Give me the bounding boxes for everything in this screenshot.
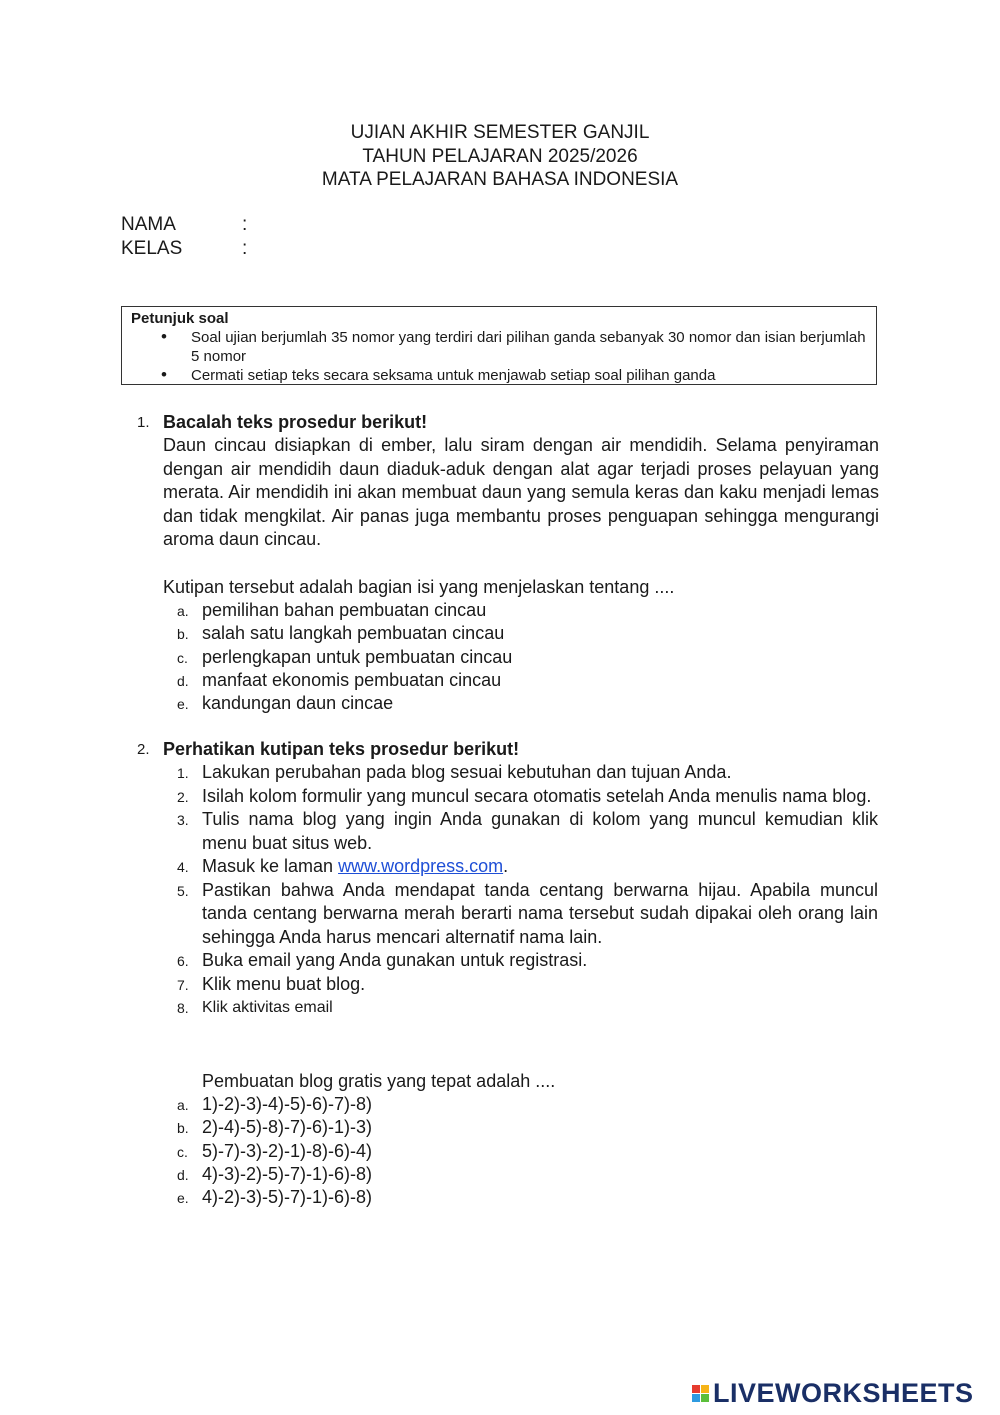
class-label: KELAS <box>121 237 183 259</box>
exam-header <box>0 121 1000 192</box>
logo-mark-icon <box>692 1385 709 1402</box>
step-number: 6. <box>177 953 189 969</box>
exam-title: UJIAN AKHIR SEMESTER GANJIL <box>350 122 650 143</box>
option-text: 5)-7)-3)-2)-1)-8)-6)-4) <box>202 1140 372 1161</box>
step-text <box>202 855 878 879</box>
liveworksheets-logo <box>692 1378 974 1409</box>
step-text-before: Masuk ke laman <box>202 856 339 876</box>
step-number: 2. <box>177 788 189 805</box>
option-d[interactable] <box>0 1163 1000 1186</box>
option-b[interactable] <box>0 622 1000 645</box>
option-letter: c. <box>177 649 188 666</box>
step-text: Tulis nama blog yang ingin Anda gunakan di kolom yang muncul kemudian klik menu buat situs web. <box>202 809 878 853</box>
question-number: 1. <box>137 414 150 431</box>
option-c[interactable] <box>0 646 1000 669</box>
logo-square <box>692 1394 700 1402</box>
question-title: Perhatikan kutipan teks prosedur berikut! <box>163 739 520 759</box>
step-item <box>0 879 1000 950</box>
option-letter: c. <box>177 1143 188 1160</box>
question-title: Bacalah teks prosedur berikut! <box>163 412 428 432</box>
procedure-steps <box>0 761 1000 1020</box>
option-text: 1)-2)-3)-4)-5)-6)-7)-8) <box>202 1094 372 1114</box>
step-text: Lakukan perubahan pada blog sesuai kebutuhan dan tujuan Anda. <box>202 762 732 782</box>
name-separator: : <box>242 214 248 235</box>
school-year: TAHUN PELAJARAN 2025/2026 <box>362 145 638 167</box>
class-separator: : <box>242 237 248 259</box>
logo-square <box>701 1385 709 1393</box>
option-letter: e. <box>177 1190 189 1207</box>
wordpress-link[interactable]: www.wordpress.com <box>338 856 504 876</box>
option-text: salah satu langkah pembuatan cincau <box>202 623 505 644</box>
step-item <box>0 855 1000 879</box>
step-text: Buka email yang Anda gunakan untuk registrasi. <box>202 950 588 970</box>
step-text: Isilah kolom formulir yang muncul secara otomatis setelah Anda menulis nama blog. <box>202 785 872 806</box>
option-letter: d. <box>177 672 189 689</box>
instruction-item: • Cermati setiap teks secara seksama untuk menjawab setiap soal pilihan ganda <box>131 366 866 385</box>
option-e[interactable] <box>0 692 1000 715</box>
option-b[interactable] <box>0 1116 1000 1139</box>
question-prompt: Pembuatan blog gratis yang tepat adalah .... <box>202 1071 556 1091</box>
option-letter: a. <box>177 603 189 619</box>
step-number: 3. <box>177 812 189 828</box>
option-text: kandungan daun cincae <box>202 693 394 714</box>
option-letter: b. <box>177 626 189 643</box>
step-number: 8. <box>177 1000 189 1016</box>
option-text: 4)-2)-3)-5)-7)-1)-6)-8) <box>202 1187 372 1208</box>
logo-text: LIVEWORKSHEETS <box>713 1378 974 1408</box>
option-c[interactable] <box>0 1140 1000 1163</box>
step-item <box>0 808 1000 855</box>
option-letter: d. <box>177 1166 189 1183</box>
option-e[interactable] <box>0 1186 1000 1209</box>
instruction-item: • Soal ujian berjumlah 35 nomor yang terdiri dari pilihan ganda sebanyak 30 nomor dan isian berjumlah 5 nomor <box>131 328 866 366</box>
step-number: 4. <box>177 859 189 875</box>
option-text: manfaat ekonomis pembuatan cincau <box>202 669 502 690</box>
option-letter: e. <box>177 696 189 713</box>
step-text: Klik aktivitas email <box>202 999 333 1016</box>
logo-square <box>701 1394 709 1402</box>
step-number: 7. <box>177 976 189 993</box>
step-number: 5. <box>177 882 189 899</box>
logo-square <box>692 1385 700 1393</box>
question-1-options <box>0 599 1000 715</box>
option-text: pemilihan bahan pembuatan cincau <box>202 600 487 620</box>
option-text: 4)-3)-2)-5)-7)-1)-6)-8) <box>202 1163 372 1184</box>
student-identity <box>121 213 247 260</box>
step-item <box>0 973 1000 997</box>
passage: Daun cincau disiapkan di ember, lalu siram dengan air mendidih. Selama penyiraman dengan air mendidih daun diaduk-aduk dengan alat agar terjadi proses pelayuan yang merata. Air mendidih ini akan membuat daun yang semula keras dan kaku menjadi lemas dan tidak mengkilat. Air panas juga membantu proses penguapan sehingga mengurangi aroma daun cincau. <box>163 435 879 549</box>
step-number: 1. <box>177 765 189 781</box>
instructions-list <box>131 328 866 385</box>
step-text: Klik menu buat blog. <box>202 973 366 994</box>
question-2-options <box>0 1093 1000 1209</box>
instructions-title: Petunjuk soal <box>131 310 229 327</box>
option-letter: b. <box>177 1120 189 1137</box>
question-prompt: Kutipan tersebut adalah bagian isi yang menjelaskan tentang .... <box>163 577 675 597</box>
question-number: 2. <box>137 741 150 758</box>
step-item <box>0 761 1000 785</box>
step-item <box>0 949 1000 973</box>
option-text: 2)-4)-5)-8)-7)-6)-1)-3) <box>202 1117 372 1138</box>
option-letter: a. <box>177 1097 189 1113</box>
option-d[interactable] <box>0 669 1000 692</box>
option-a[interactable] <box>0 1093 1000 1116</box>
step-text: Pastikan bahwa Anda mendapat tanda centang berwarna hijau. Apabila muncul tanda centang berwarna merah berarti nama tersebut sudah dipakai oleh orang lain sehingga Anda harus mencari alternatif nama lain. <box>202 879 878 947</box>
step-item <box>0 996 1000 1020</box>
step-text-after: . <box>503 856 509 876</box>
instructions-box <box>121 306 877 385</box>
option-a[interactable] <box>0 599 1000 622</box>
step-item <box>0 785 1000 809</box>
subject-title: MATA PELAJARAN BAHASA INDONESIA <box>321 169 679 190</box>
option-text: perlengkapan untuk pembuatan cincau <box>202 646 513 667</box>
name-label: NAMA <box>121 214 176 235</box>
